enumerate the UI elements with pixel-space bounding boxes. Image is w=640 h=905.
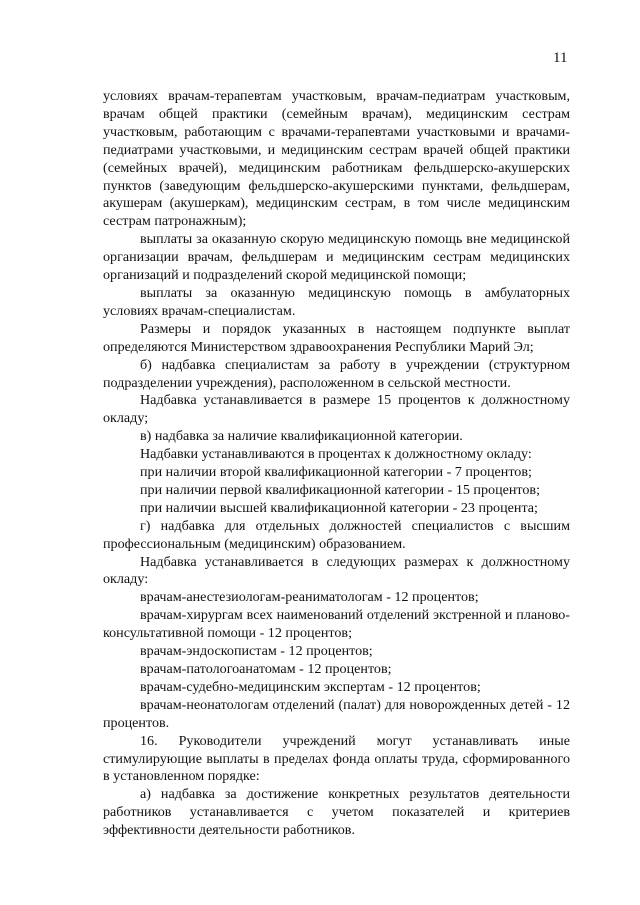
paragraph: врачам-анестезиологам-реаниматологам - 12 процентов; xyxy=(140,589,479,606)
paragraph: Надбавка устанавливается в следующих размерах к должностному окладу: xyxy=(103,553,570,588)
paragraph: условиях врачам-терапевтам участковым, врачам-педиатрам участковым, врачам общей практики (семейным врачам), медицинским сестрам участковым, работающим с врачами-терапевтами участковыми и врачами-педиатрами участковыми, и медицинским сестрам врачей общей практики (семейных врачей), медицинским работникам фельдшерско-акушерских пунктов (заведующим фельдшерско-акушерскими пунктами, фельдшерам, акушерам (акушеркам), медицинским сестрам, в том числе медицинским сестрам патронажным); xyxy=(103,88,570,230)
paragraph: врачам-неонатологам отделений (палат) для новорожденных детей - 12 процентов. xyxy=(103,696,570,731)
paragraph: врачам-судебно-медицинским экспертам - 12 процентов; xyxy=(140,678,481,695)
paragraph: при наличии высшей квалификационной категории - 23 процента; xyxy=(140,499,538,516)
paragraph: Надбавки устанавливаются в процентах к должностному окладу: xyxy=(140,446,532,463)
paragraph: в) надбавка за наличие квалификационной категории. xyxy=(140,428,463,445)
paragraph: Размеры и порядок указанных в настоящем подпункте выплат определяются Министерством здравоохранения Республики Марий Эл; xyxy=(103,320,570,355)
paragraph: б) надбавка специалистам за работу в учреждении (структурном подразделении учреждения), расположенном в сельской местности. xyxy=(103,356,570,391)
paragraph: Надбавка устанавливается в размере 15 процентов к должностному окладу; xyxy=(103,392,570,427)
paragraph: а) надбавка за достижение конкретных результатов деятельности работников устанавливается с учетом показателей и критериев эффективности деятельности работников. xyxy=(103,786,570,839)
paragraph: г) надбавка для отдельных должностей специалистов с высшим профессиональным (медицинским) образованием. xyxy=(103,517,570,552)
paragraph: 16. Руководители учреждений могут устанавливать иные стимулирующие выплаты в пределах фонда оплаты труда, сформированного в установленном порядке: xyxy=(103,732,570,785)
paragraph: врачам-эндоскопистам - 12 процентов; xyxy=(140,643,373,660)
paragraph: при наличии второй квалификационной категории - 7 процентов; xyxy=(140,464,532,481)
paragraph: выплаты за оказанную скорую медицинскую помощь вне медицинской организации врачам, фельдшерам и медицинским сестрам медицинских организаций и подразделений скорой медицинской помощи; xyxy=(103,231,570,284)
paragraph: выплаты за оказанную медицинскую помощь в амбулаторных условиях врачам-специалистам. xyxy=(103,284,570,319)
paragraph: врачам-патологоанатомам - 12 процентов; xyxy=(140,661,392,677)
page-number: 11 xyxy=(553,50,568,66)
document-body xyxy=(103,88,570,840)
paragraph: при наличии первой квалификационной категории - 15 процентов; xyxy=(140,481,540,498)
paragraph: врачам-хирургам всех наименований отделений экстренной и планово-консультативной помощи - 12 процентов; xyxy=(103,607,570,642)
